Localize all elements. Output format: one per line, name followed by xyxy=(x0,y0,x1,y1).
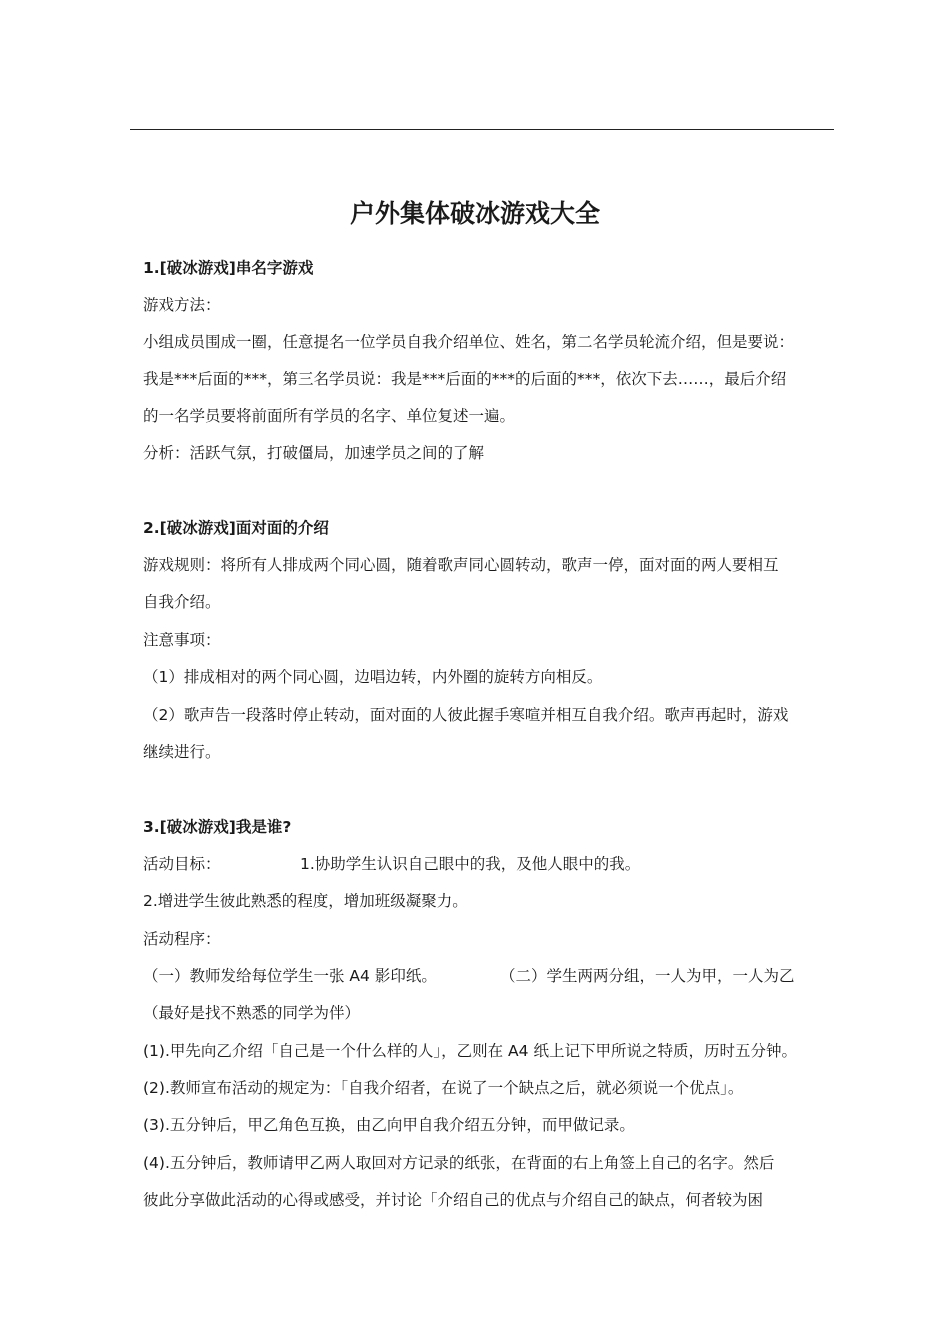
paragraph-line: 活动程序： xyxy=(143,930,221,948)
paragraph-line: 2.增进学生彼此熟悉的程度，增加班级凝聚力。 xyxy=(143,892,468,910)
section-3-heading: 3.[破冰游戏]我是谁? xyxy=(143,818,292,836)
paragraph-line: 注意事项： xyxy=(143,631,221,649)
paragraph-line: 小组成员围成一圈，任意提名一位学员自我介绍单位、姓名，第二名学员轮流介绍，但是要说： xyxy=(143,333,795,351)
paragraph-line: (4).五分钟后，教师请甲乙两人取回对方记录的纸张，在背面的右上角签上自己的名字。然后 xyxy=(143,1154,775,1172)
paragraph-line: 彼此分享做此活动的心得或感受，并讨论「介绍自己的优点与介绍自己的缺点，何者较为困 xyxy=(143,1191,764,1209)
paragraph-line: （最好是找不熟悉的同学为伴） xyxy=(143,1004,361,1022)
paragraph-line: 的一名学员要将前面所有学员的名字、单位复述一遍。 xyxy=(143,407,516,425)
paragraph-line: 自我介绍。 xyxy=(143,593,221,611)
paragraph-line: 继续进行。 xyxy=(143,743,221,761)
header-rule xyxy=(130,129,834,130)
paragraph-line: (3).五分钟后，甲乙角色互换，由乙向甲自我介绍五分钟，而甲做记录。 xyxy=(143,1116,635,1134)
paragraph-line: 游戏方法： xyxy=(143,296,221,314)
paragraph-line: （1）排成相对的两个同心圆，边唱边转，内外圈的旋转方向相反。 xyxy=(143,668,603,686)
paragraph-line: (1).甲先向乙介绍「自己是一个什么样的人」，乙则在 A4 纸上记下甲所说之特质，历时五分钟。 xyxy=(143,1042,797,1060)
paragraph-line: 分析：活跃气氛，打破僵局，加速学员之间的了解 xyxy=(143,444,485,462)
paragraph-line: 我是***后面的***，第三名学员说：我是***后面的***的后面的***，依次下去……，最后介绍 xyxy=(143,370,787,388)
section-2-heading: 2.[破冰游戏]面对面的介绍 xyxy=(143,519,329,537)
section-1-heading: 1.[破冰游戏]串名字游戏 xyxy=(143,259,314,277)
paragraph-line: （2）歌声告一段落时停止转动，面对面的人彼此握手寒喧并相互自我介绍。歌声再起时，游戏 xyxy=(143,706,789,724)
goal-item-1: 1.协助学生认识自己眼中的我，及他人眼中的我。 xyxy=(300,855,641,873)
step-1: （一）教师发给每位学生一张 A4 影印纸。 xyxy=(143,967,437,985)
paragraph-line: 游戏规则：将所有人排成两个同心圆，随着歌声同心圆转动，歌声一停，面对面的两人要相互 xyxy=(143,556,779,574)
goal-label: 活动目标： xyxy=(143,855,221,873)
step-2: （二）学生两两分组，一人为甲，一人为乙 xyxy=(500,967,795,985)
paragraph-line: (2).教师宣布活动的规定为：「自我介绍者，在说了一个缺点之后，就必须说一个优点」。 xyxy=(143,1079,744,1097)
document-title: 户外集体破冰游戏大全 xyxy=(349,199,600,228)
